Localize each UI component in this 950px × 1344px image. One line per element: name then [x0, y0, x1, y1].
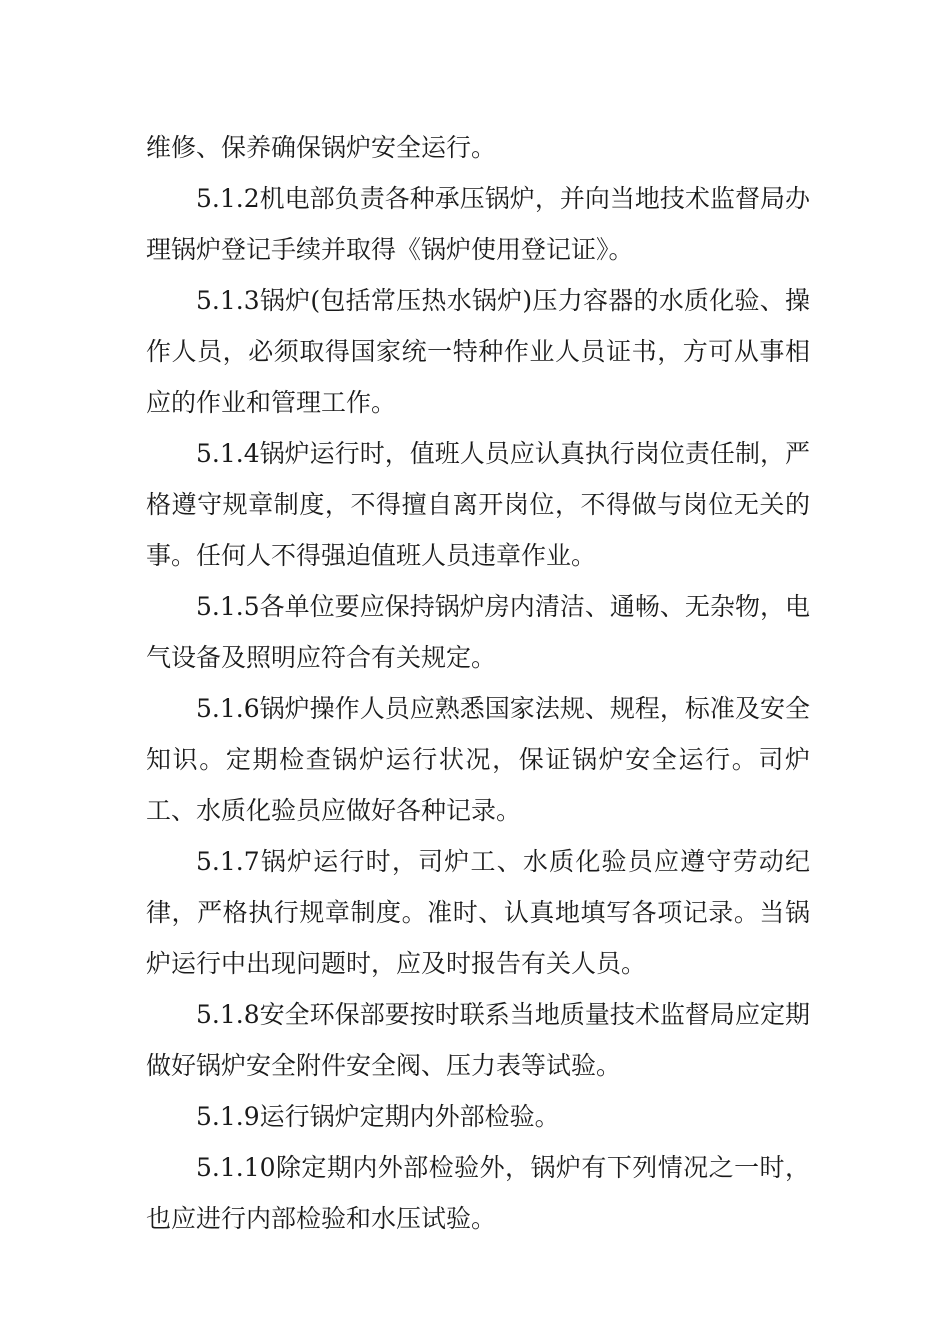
document-body	[146, 122, 810, 1244]
paragraph-5-1-5: 5.1.5各单位要应保持锅炉房内清洁、通畅、无杂物，电气设备及照明应符合有关规定。	[146, 592, 810, 672]
paragraph-5-1-7: 5.1.7锅炉运行时，司炉工、水质化验员应遵守劳动纪律，严格执行规章制度。准时、认真地填写各项记录。当锅炉运行中出现问题时，应及时报告有关人员。	[146, 847, 810, 978]
paragraph-continuation: 维修、保养确保锅炉安全运行。	[146, 133, 497, 162]
paragraph-5-1-3: 5.1.3锅炉(包括常压热水锅炉)压力容器的水质化验、操作人员，必须取得国家统一特种作业人员证书，方可从事相应的作业和管理工作。	[146, 286, 810, 417]
paragraph-5-1-4: 5.1.4锅炉运行时，值班人员应认真执行岗位责任制，严格遵守规章制度，不得擅自离开岗位，不得做与岗位无关的事。任何人不得强迫值班人员违章作业。	[146, 439, 810, 570]
paragraph-5-1-2: 5.1.2机电部负责各种承压锅炉，并向当地技术监督局办理锅炉登记手续并取得《锅炉使用登记证》。	[146, 184, 810, 264]
paragraph-5-1-8: 5.1.8安全环保部要按时联系当地质量技术监督局应定期做好锅炉安全附件安全阀、压力表等试验。	[146, 1000, 810, 1080]
paragraph-5-1-10: 5.1.10除定期内外部检验外，锅炉有下列情况之一时，也应进行内部检验和水压试验。	[146, 1153, 810, 1233]
paragraph-5-1-6: 5.1.6锅炉操作人员应熟悉国家法规、规程，标准及安全知识。定期检查锅炉运行状况，保证锅炉安全运行。司炉工、水质化验员应做好各种记录。	[146, 694, 810, 825]
paragraph-5-1-9: 5.1.9运行锅炉定期内外部检验。	[196, 1102, 560, 1131]
